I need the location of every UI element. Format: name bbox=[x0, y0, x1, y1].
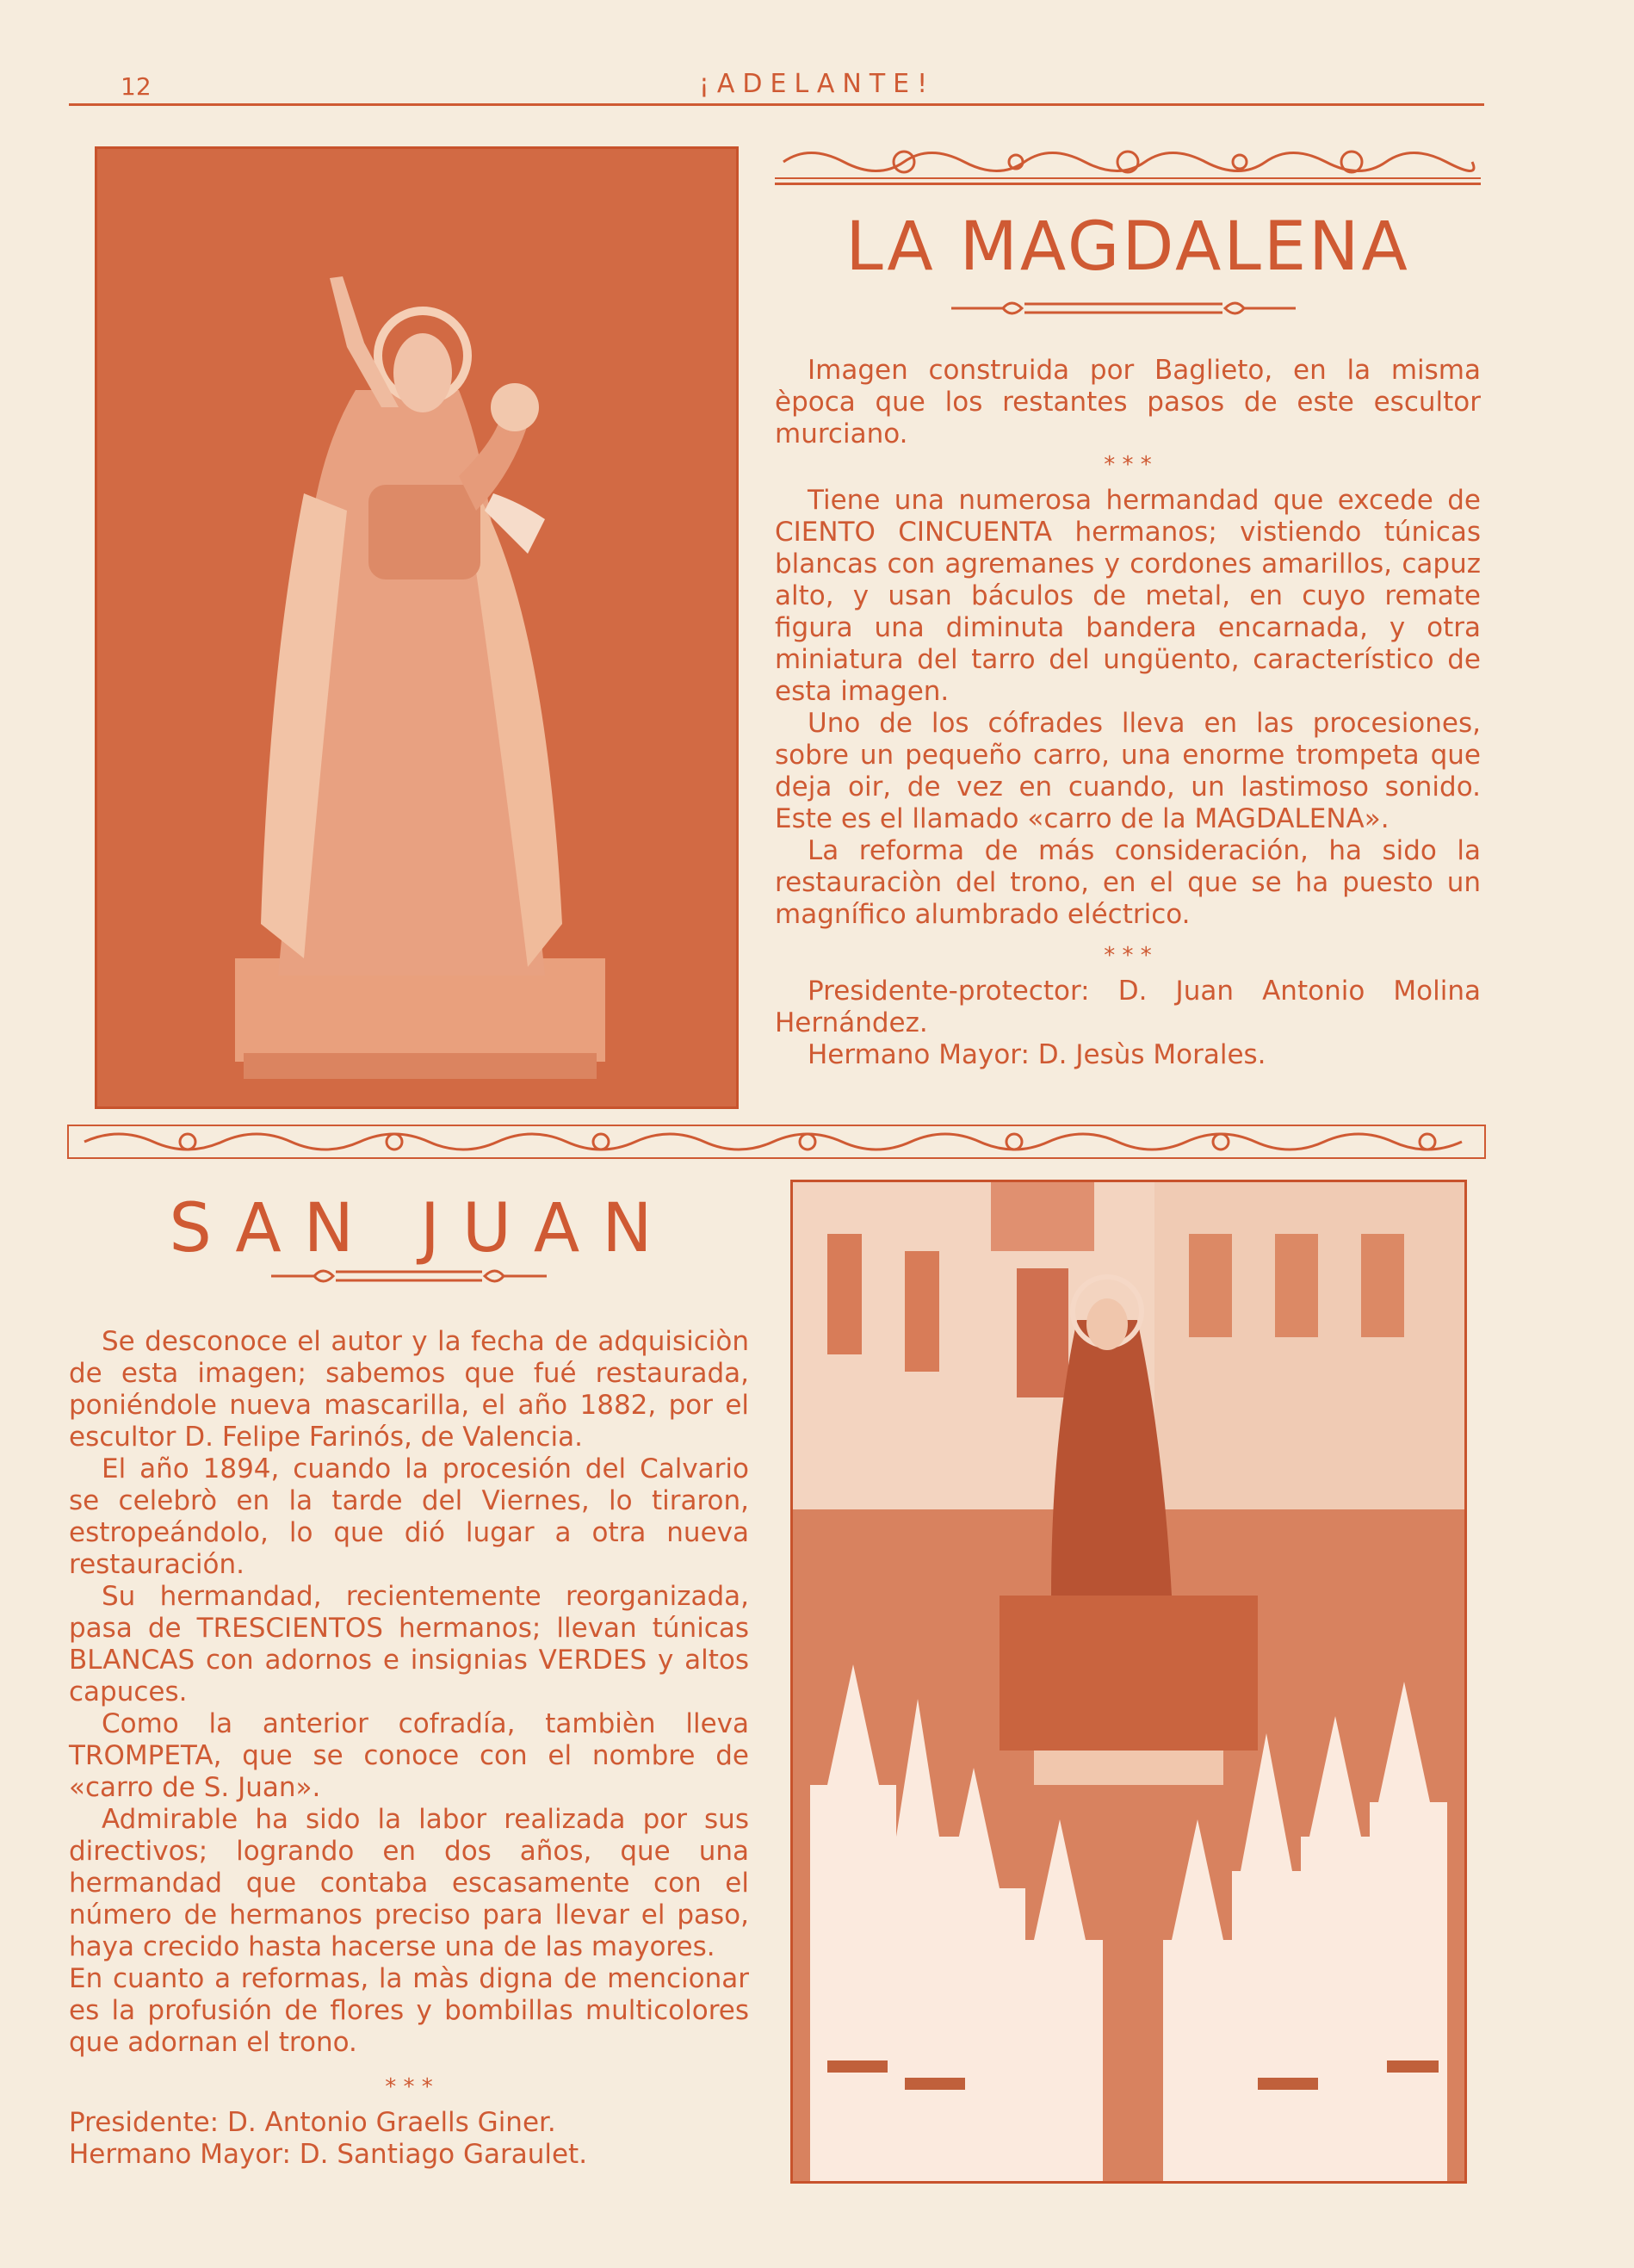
san-juan-title: SAN JUAN bbox=[169, 1190, 675, 1267]
paragraph: Tiene una numerosa hermandad que excede de CIENTO CINCUENTA hermanos; vistiendo túnicas blancas con agremanes y cordones amarillos, capuz alto, y usan báculos de metal, en cuyo remate figura una diminuta bandera encarnada, y otra miniatura del tarro del ungüento, característico de esta imagen. bbox=[775, 485, 1481, 707]
magazine-title: ¡ADELANTE! bbox=[698, 69, 936, 99]
paragraph: Como la anterior cofradía, tambièn lleva TROMPETA, que se conoce con el nombre de «carro de S. Juan». bbox=[69, 1708, 749, 1803]
paragraph: Uno de los cófrades lleva en las procesiones, sobre un pequeño carro, una enorme trompeta que deja oir, de vez en cuando, un lastimoso sonido. Este es el llamado «carro de la MAGDALENA». bbox=[775, 708, 1481, 834]
title-flourish bbox=[263, 1261, 555, 1292]
ornamental-divider bbox=[67, 1125, 1486, 1159]
president-line: Presidente: D. Antonio Graells Giner. bbox=[69, 2107, 556, 2138]
magdalena-article bbox=[775, 355, 1481, 1071]
paragraph: En cuanto a reformas, la màs digna de mencionar es la profusión de flores y bombillas multicolores que adornan el trono. bbox=[69, 1963, 749, 2058]
mayor-line: Hermano Mayor: D. Santiago Garaulet. bbox=[69, 2139, 588, 2170]
paragraph: Admirable ha sido la labor realizada por sus directivos; logrando en dos años, que una hermandad que contaba escasamente con el número de hermanos preciso para llevar el paso, haya crecido hasta hacerse una de las mayores. bbox=[69, 1804, 749, 1962]
paragraph: La reforma de más consideración, ha sido la restauraciòn del trono, en el que se ha puesto un magnífico alumbrado eléctrico. bbox=[775, 835, 1481, 930]
ornamental-border-top bbox=[775, 139, 1481, 189]
san-juan-photo bbox=[790, 1180, 1467, 2184]
header-rule bbox=[69, 103, 1484, 106]
paragraph: Su hermandad, recientemente reorganizada, pasa de TRESCIENTOS hermanos; llevan túnicas BLANCAS con adornos e insignias VERDES y altos capuces. bbox=[69, 1581, 749, 1707]
paragraph: Imagen construida por Baglieto, en la misma època que los restantes pasos de este escultor murciano. bbox=[775, 355, 1481, 449]
magdalena-title: LA MAGDALENA bbox=[845, 208, 1410, 286]
president-line: Presidente-protector: D. Juan Antonio Molina Hernández. bbox=[775, 976, 1481, 1038]
section-stars: * * * bbox=[385, 2074, 433, 2100]
mayor-line: Hermano Mayor: D. Jesùs Morales. bbox=[808, 1039, 1266, 1070]
section-stars: * * * bbox=[1104, 943, 1152, 969]
paragraph: El año 1894, cuando la procesión del Calvario se celebrò en la tarde del Viernes, lo tiraron, estropeándolo, lo que dió lugar a otra nueva restauración. bbox=[69, 1453, 749, 1580]
san-juan-article bbox=[69, 1326, 749, 2171]
page-number: 12 bbox=[121, 72, 152, 101]
magdalena-photo bbox=[95, 146, 739, 1109]
section-stars: * * * bbox=[1104, 452, 1152, 478]
title-flourish bbox=[943, 293, 1304, 324]
paragraph: Se desconoce el autor y la fecha de adquisiciòn de esta imagen; sabemos que fué restaurada, poniéndole nueva mascarilla, el año 1882, por el escultor D. Felipe Farinós, de Valencia. bbox=[69, 1326, 749, 1453]
